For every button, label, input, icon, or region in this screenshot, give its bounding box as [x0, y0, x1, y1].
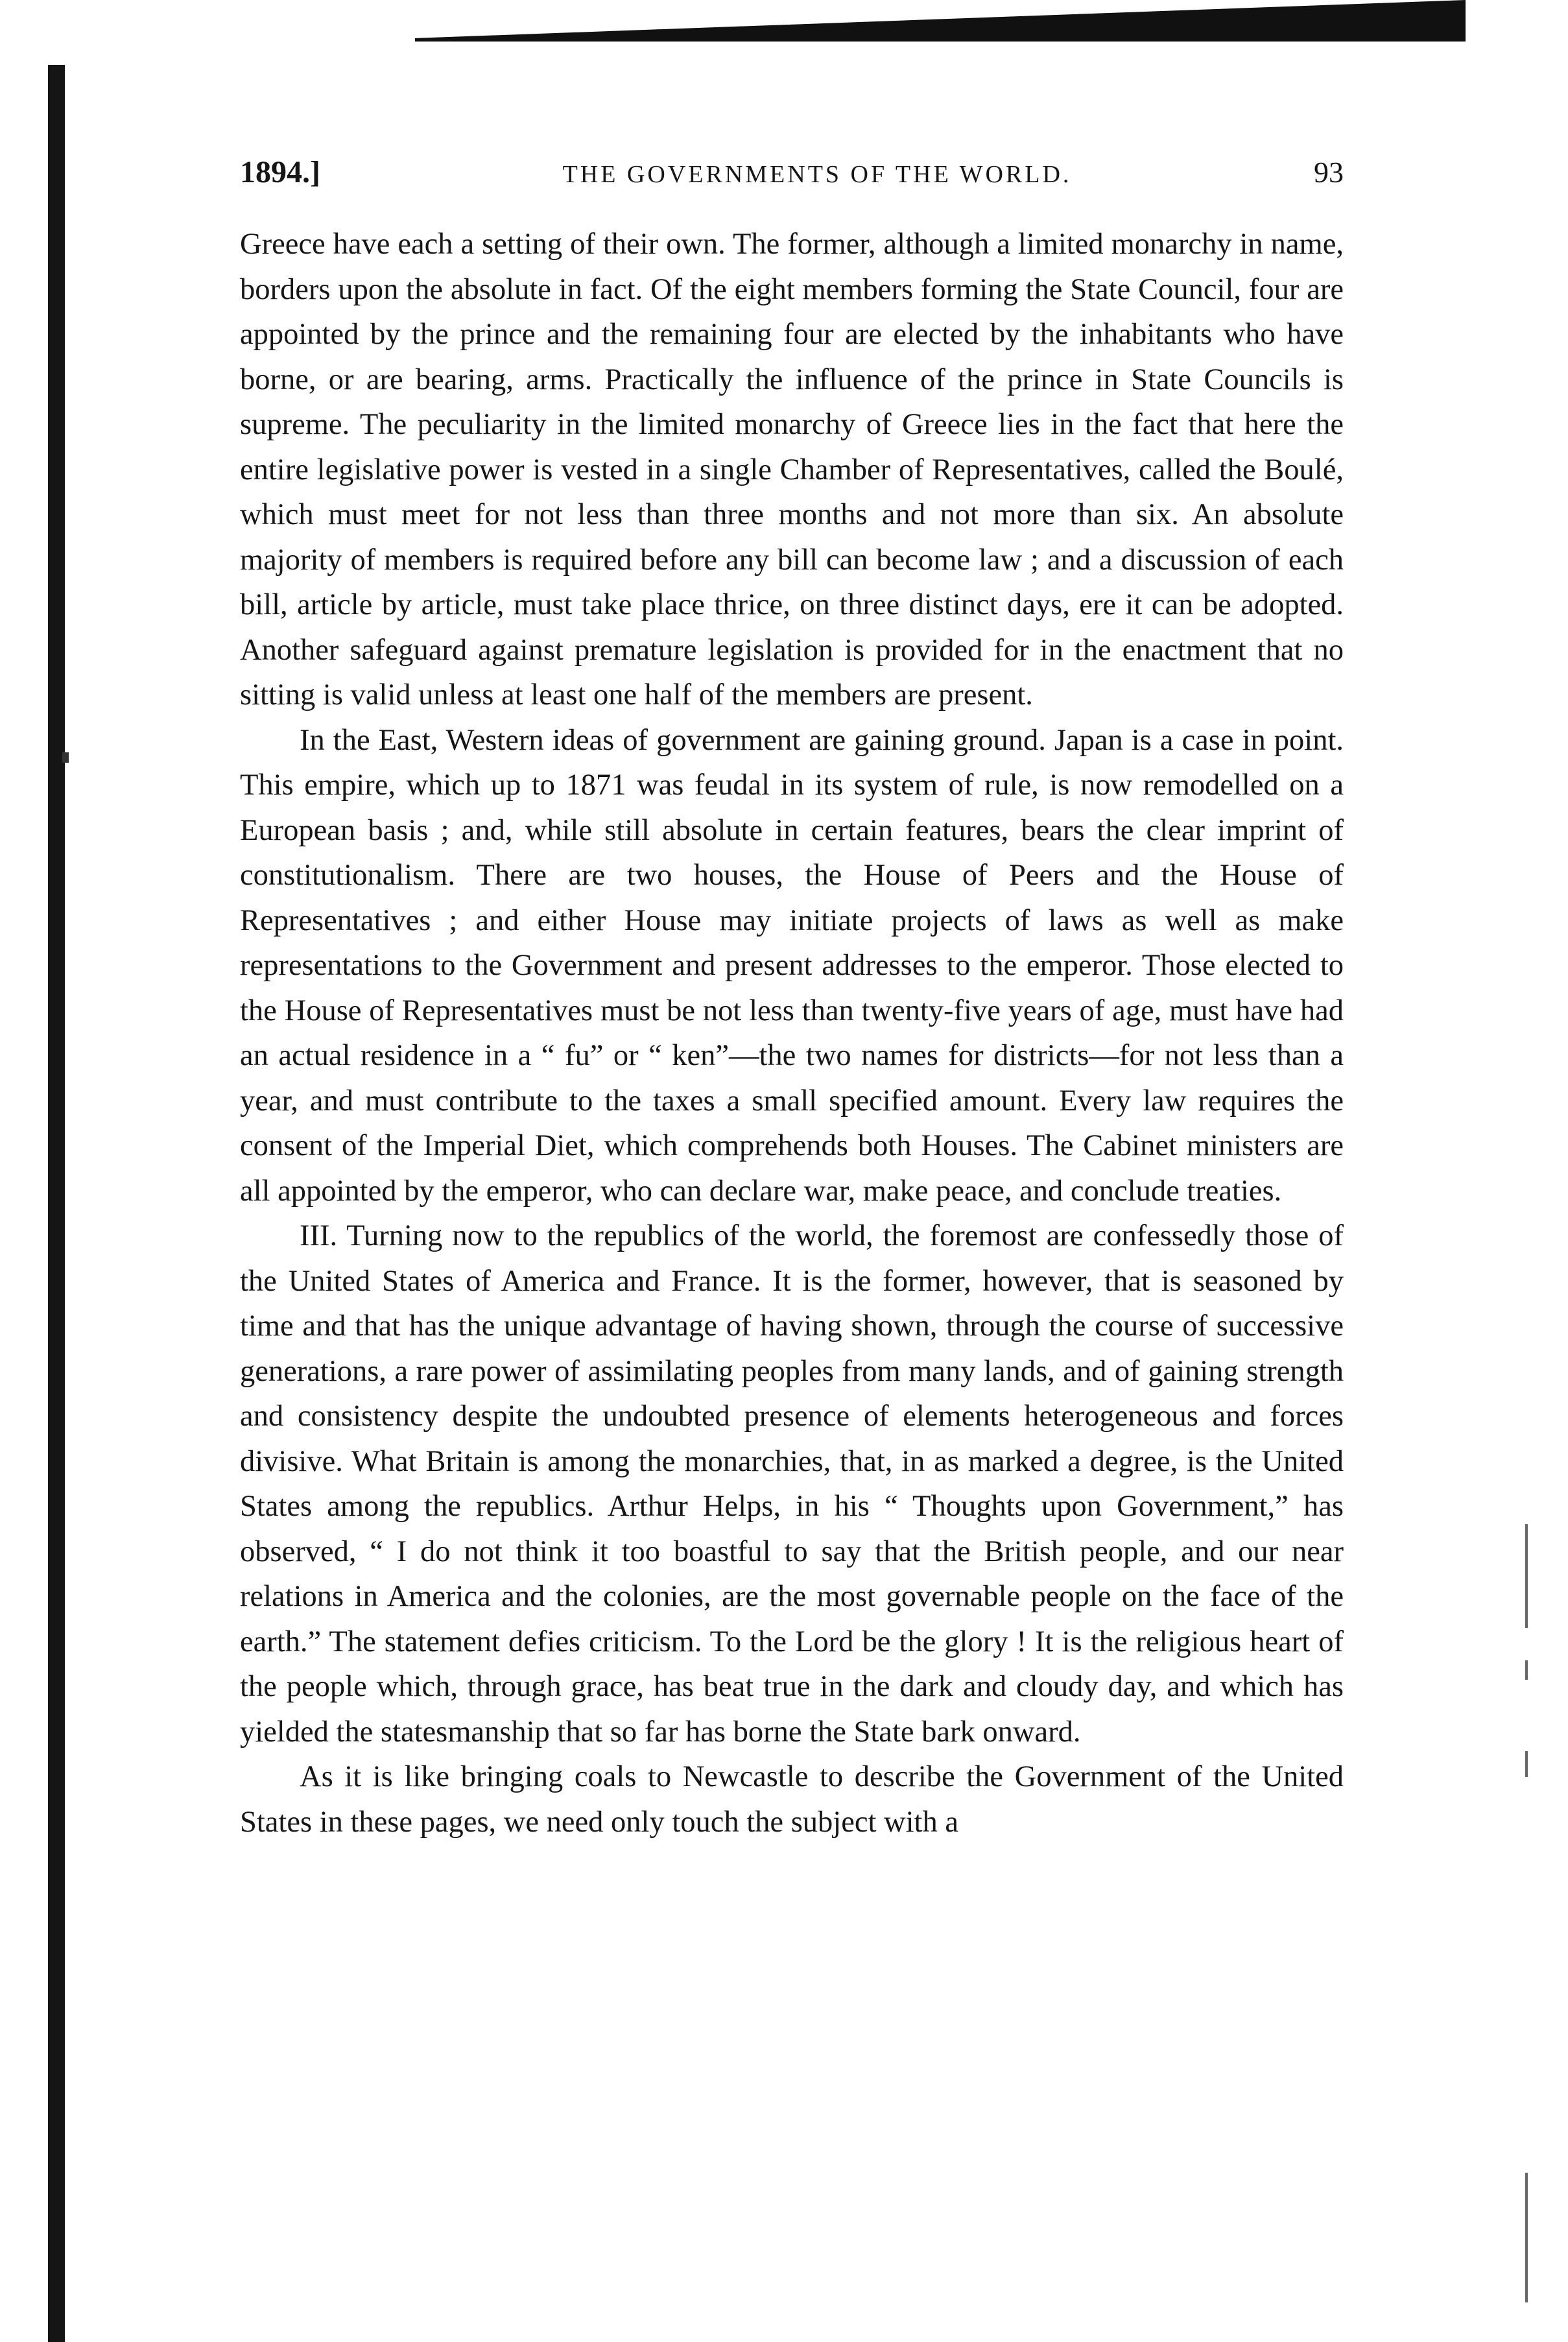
scan-mark — [1525, 1751, 1528, 1777]
scan-mark — [1525, 1524, 1528, 1628]
scan-border-top — [415, 0, 1466, 42]
scan-mark — [1525, 1660, 1528, 1680]
text-column — [240, 222, 1344, 2291]
scan-border-left — [48, 65, 65, 2342]
scan-mark — [1525, 2173, 1528, 2302]
page-title: THE GOVERNMENTS OF THE WORLD. — [562, 161, 1072, 188]
header-year: 1894.] — [240, 155, 320, 189]
page-number: 93 — [1314, 156, 1344, 189]
paragraph: Greece have each a setting of their own. The former, although a limited monarchy in name, borders upon the absolute in fact. Of the eight members forming the State Council, four are appointed by the prince and the remaining four are elected by the inhabitants who have borne, or are bearing, arms. Practically the influence of the prince in State Councils is supreme. The peculiarity in the limited monarchy of Greece lies in the fact that here the entire legislative power is vested in a single Chamber of Representatives, called the Boulé, which must meet for not less than three months and not more than six. An absolute majority of members is required before any bill can become law ; and a discussion of each bill, article by article, must take place thrice, on three distinct days, ere it can be adopted. Another safeguard against premature legislation is provided for in the enactment that no sitting is valid unless at least one half of the members are present. — [240, 228, 1344, 711]
paragraph: As it is like bringing coals to Newcastle to describe the Government of the United States in these pages, we need only touch the subject with a — [240, 1760, 1344, 1839]
running-head — [240, 154, 1344, 193]
scan-mark — [62, 752, 69, 763]
paragraph: III. Turning now to the republics of the world, the foremost are confessedly those of the United States of America and France. It is the former, however, that is seasoned by time and that has the unique advantage of having shown, through the course of successive generations, a rare power of assimilating peoples from many lands, and of gaining strength and consistency despite the undoubted presence of elements heterogeneous and forces divisive. What Britain is among the monarchies, that, in as marked a degree, is the United States among the republics. Arthur Helps, in his “ Thoughts upon Government,” has observed, “ I do not think it too boastful to say that the British people, and our near relations in America and the colonies, are the most governable people on the face of the earth.” The statement defies criticism. To the Lord be the glory ! It is the religious heart of the people which, through grace, has beat true in the dark and cloudy day, and which has yielded the statesmanship that so far has borne the State bark onward. — [240, 1219, 1344, 1749]
paragraph: In the East, Western ideas of government are gaining ground. Japan is a case in point. This empire, which up to 1871 was feudal in its system of rule, is now remodelled on a European basis ; and, while still absolute in certain features, bears the clear imprint of constitutionalism. There are two houses, the House of Peers and the House of Representatives ; and either House may initiate projects of laws as well as make representations to the Government and present addresses to the emperor. Those elected to the House of Representatives must be not less than twenty-five years of age, must have had an actual residence in a “ fu” or “ ken”—the two names for districts—for not less than a year, and must contribute to the taxes a small specified amount. Every law requires the consent of the Imperial Diet, which comprehends both Houses. The Cabinet ministers are all appointed by the emperor, who can declare war, make peace, and conclude treaties. — [240, 723, 1344, 1208]
